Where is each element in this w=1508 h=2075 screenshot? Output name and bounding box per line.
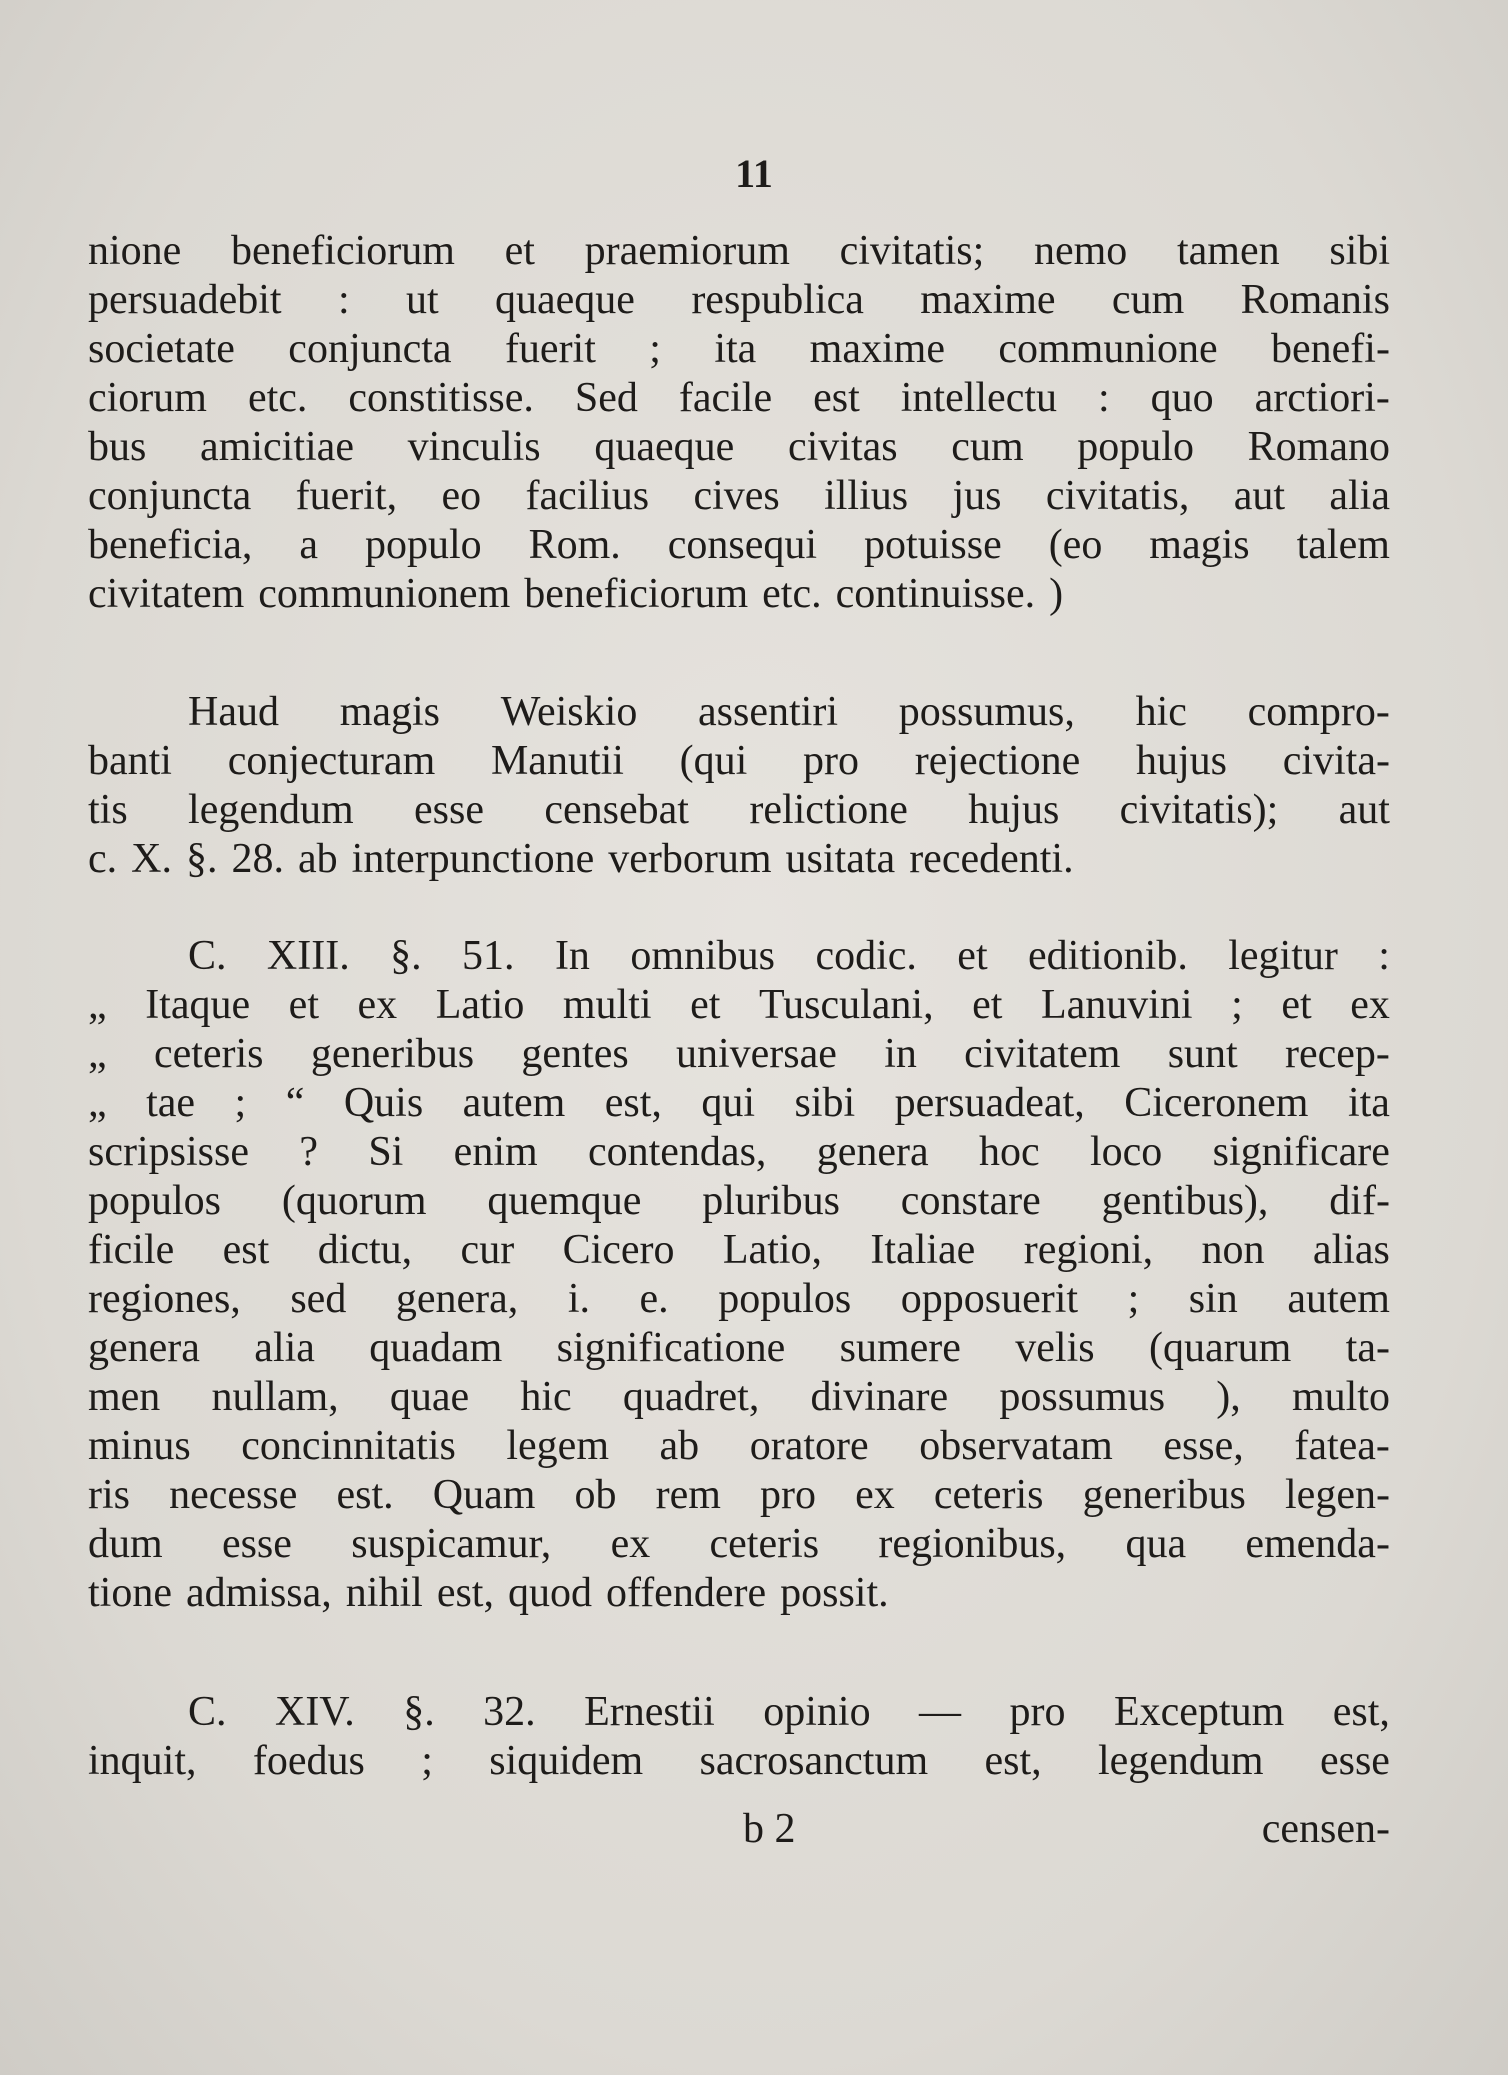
text-line: ficile est dictu, cur Cicero Latio, Italiae regioni, non alias	[88, 1227, 1390, 1273]
paragraph-1	[88, 227, 1390, 619]
text-line: c. X. §. 28. ab interpunctione verborum usitata recedenti.	[88, 836, 1074, 882]
text-line: ris necesse est. Quam ob rem pro ex ceteris generibus legen-	[88, 1472, 1390, 1518]
paragraph-4	[88, 1688, 1390, 1786]
text-line: conjuncta fuerit, eo facilius cives illius jus civitatis, aut alia	[88, 473, 1390, 519]
text-line: ciorum etc. constitisse. Sed facile est intellectu : quo arctiori-	[88, 375, 1390, 421]
text-line: „ Itaque et ex Latio multi et Tusculani, et Lanuvini ; et ex	[88, 982, 1390, 1028]
text-line: Haud magis Weiskio assentiri possumus, hic compro-	[188, 689, 1390, 735]
text-line: C. XIII. §. 51. In omnibus codic. et editionib. legitur :	[188, 933, 1390, 979]
text-line: scripsisse ? Si enim contendas, genera hoc loco significare	[88, 1129, 1390, 1175]
text-line: beneficia, a populo Rom. consequi potuisse (eo magis talem	[88, 522, 1390, 568]
text-line: „ tae ; “ Quis autem est, qui sibi persuadeat, Ciceronem ita	[88, 1080, 1390, 1126]
text-line: bus amicitiae vinculis quaeque civitas cum populo Romano	[88, 424, 1390, 470]
text-line: men nullam, quae hic quadret, divinare possumus ), multo	[88, 1374, 1390, 1420]
page-footer	[88, 1805, 1390, 1854]
text-line: C. XIV. §. 32. Ernestii opinio — pro Exceptum est,	[188, 1689, 1390, 1735]
text-line: genera alia quadam significatione sumere velis (quarum ta-	[88, 1325, 1390, 1371]
text-line: societate conjuncta fuerit ; ita maxime communione benefi-	[88, 326, 1390, 372]
text-line: nione beneficiorum et praemiorum civitatis; nemo tamen sibi	[88, 228, 1390, 274]
text-line: regiones, sed genera, i. e. populos opposuerit ; sin autem	[88, 1276, 1390, 1322]
page-number: 11	[735, 151, 773, 196]
text-line: „ ceteris generibus gentes universae in civitatem sunt recep-	[88, 1031, 1390, 1077]
text-line: civitatem communionem beneficiorum etc. continuisse. )	[88, 571, 1064, 617]
text-line: persuadebit : ut quaeque respublica maxime cum Romanis	[88, 277, 1390, 323]
text-line: tis legendum esse censebat relictione hujus civitatis); aut	[88, 787, 1390, 833]
catchword: censen-	[1261, 1806, 1390, 1852]
text-line: minus concinnitatis legem ab oratore observatam esse, fatea-	[88, 1423, 1390, 1469]
signature-mark: b 2	[743, 1806, 796, 1852]
paragraph-3	[88, 932, 1390, 1618]
text-line: inquit, foedus ; siquidem sacrosanctum est, legendum esse	[88, 1738, 1390, 1784]
paragraph-2	[88, 688, 1390, 884]
text-line: tione admissa, nihil est, quod offendere possit.	[88, 1570, 889, 1616]
text-line: populos (quorum quemque pluribus constare gentibus), dif-	[88, 1178, 1390, 1224]
text-line: banti conjecturam Manutii (qui pro rejectione hujus civita-	[88, 738, 1390, 784]
text-line: dum esse suspicamur, ex ceteris regionibus, qua emenda-	[88, 1521, 1390, 1567]
